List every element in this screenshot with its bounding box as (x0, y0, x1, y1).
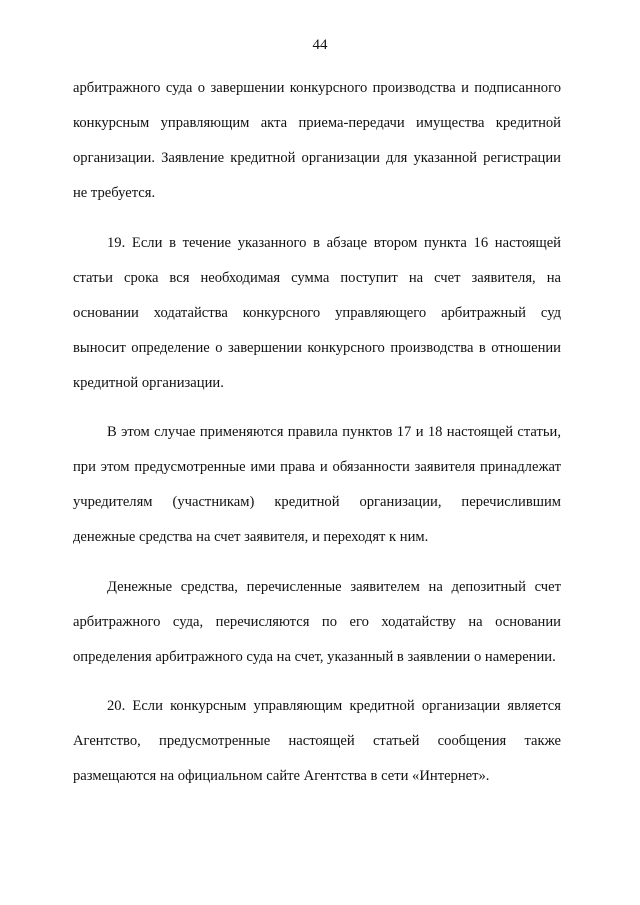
paragraph-item-19: 19. Если в течение указанного в абзаце втором пункта 16 настоящей статьи срока вся необходимая сумма поступит на счет заявителя, на основании ходатайства конкурсного управляющего арбитражный суд выносит определение о завершении конкурсного производства в отношении кредитной организации. (73, 234, 561, 391)
paragraph-rules-application: В этом случае применяются правила пунктов 17 и 18 настоящей статьи, при этом предусмотренные ими права и обязанности заявителя принадлежат учредителям (участникам) кредитной организации, перечислившим денежные средства на счет заявителя, и переходят к ним. (73, 424, 561, 545)
paragraph-item-20: 20. Если конкурсным управляющим кредитной организации является Агентство, предусмотренные настоящей статьей сообщения также размещаются на официальном сайте Агентства в сети «Интернет». (73, 698, 561, 784)
page-number: 44 (312, 37, 328, 53)
document-body (73, 71, 561, 809)
paragraph-deposit-funds: Денежные средства, перечисленные заявителем на депозитный счет арбитражного суда, перечисляются по его ходатайству на основании определения арбитражного суда на счет, указанный в заявлении о намерении. (73, 578, 561, 665)
paragraph-continuation: арбитражного суда о завершении конкурсного производства и подписанного конкурсным управляющим акта приема-передачи имущества кредитной организации. Заявление кредитной организации для указанной регистрации не требуется. (73, 80, 561, 201)
